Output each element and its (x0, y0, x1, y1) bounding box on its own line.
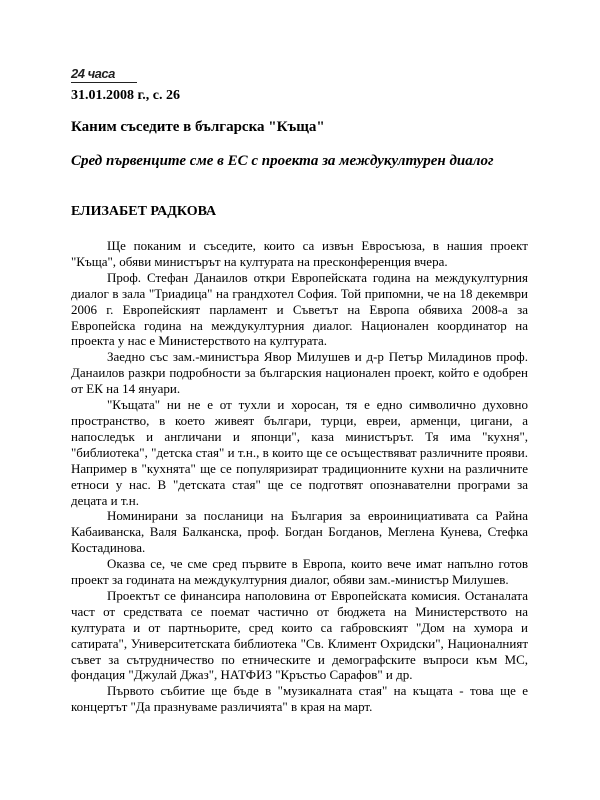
newspaper-logo (71, 67, 141, 85)
article-paragraph: Номинирани за посланици на България за евроинициативата са Райна Кабаиванска, Валя Балканска, проф. Богдан Богданов, Меглена Кунева, Стефка Костадинова. (71, 508, 528, 556)
article-paragraph: Заедно със зам.-министъра Явор Милушев и д-р Петър Миладинов проф. Данаилов разкри подробности за българския национален проект, който е одобрен от ЕК на 14 януари. (71, 349, 528, 397)
article-headline: Каним съседите в българска "Къща" (71, 119, 325, 135)
article-paragraph: Проектът се финансира наполовина от Европейската комисия. Останалата част от средствата се поемат частично от бюджета на Министерството на културата и от партньорите, сред които са габровският "Дом на хумора и сатирата", Университетската библиотека "Св. Климент Охридски", Националният съвет за сътрудничество по етническите и демографските въпроси към МС, фондация "Джулай Джаз", НАТФИЗ "Кръстьо Сарафов" и др. (71, 587, 528, 683)
article-paragraph: Оказва се, че сме сред първите в Европа, които вече имат напълно готов проект за годината на междукултурния диалог, обяви зам.-министър Милушев. (71, 556, 528, 588)
article-body (71, 238, 528, 715)
dateline: 31.01.2008 г., с. 26 (71, 88, 180, 103)
article-subheadline: Сред първенците сме в ЕС с проекта за междукултурен диалог (71, 153, 494, 169)
logo-underline (71, 82, 137, 83)
newspaper-logo-text: 24 часа (71, 66, 115, 81)
article-author: ЕЛИЗАБЕТ РАДКОВА (71, 204, 217, 219)
article-paragraph: Първото събитие ще бъде в "музикалната стая" на къщата - това ще е концертът "Да празнуваме различията" в края на март. (71, 683, 528, 715)
article-paragraph: Ще поканим и съседите, които са извън Евросъюза, в нашия проект "Къща", обяви министърът на културата на пресконференция вчера. (71, 238, 528, 269)
article-paragraph: "Къщата" ни не е от тухли и хоросан, тя е едно символично духовно пространство, в което живеят българи, турци, евреи, арменци, цигани, а напоследък и англичани и японци", каза министърът. Тя има "кухня", "библиотека", "детска стая" и т.н., в които ще се осъществяват различните прояви. Например в "кухнята" ще се популяризират традиционните кухни на различните етноси у нас. В "детската стая" ще се подготвят опознавателни програми за децата и т.н. (71, 397, 528, 508)
article-paragraph: Проф. Стефан Данаилов откри Европейската година на междукултурния диалог в зала "Триадица" на грандхотел София. Той припомни, че на 18 декември 2006 г. Европейският парламент и Съветът на Европа обявиха 2008-а за Европейска година на междукултурния диалог. Национален координатор на проекта у нас е Министерството на културата. (71, 269, 528, 349)
